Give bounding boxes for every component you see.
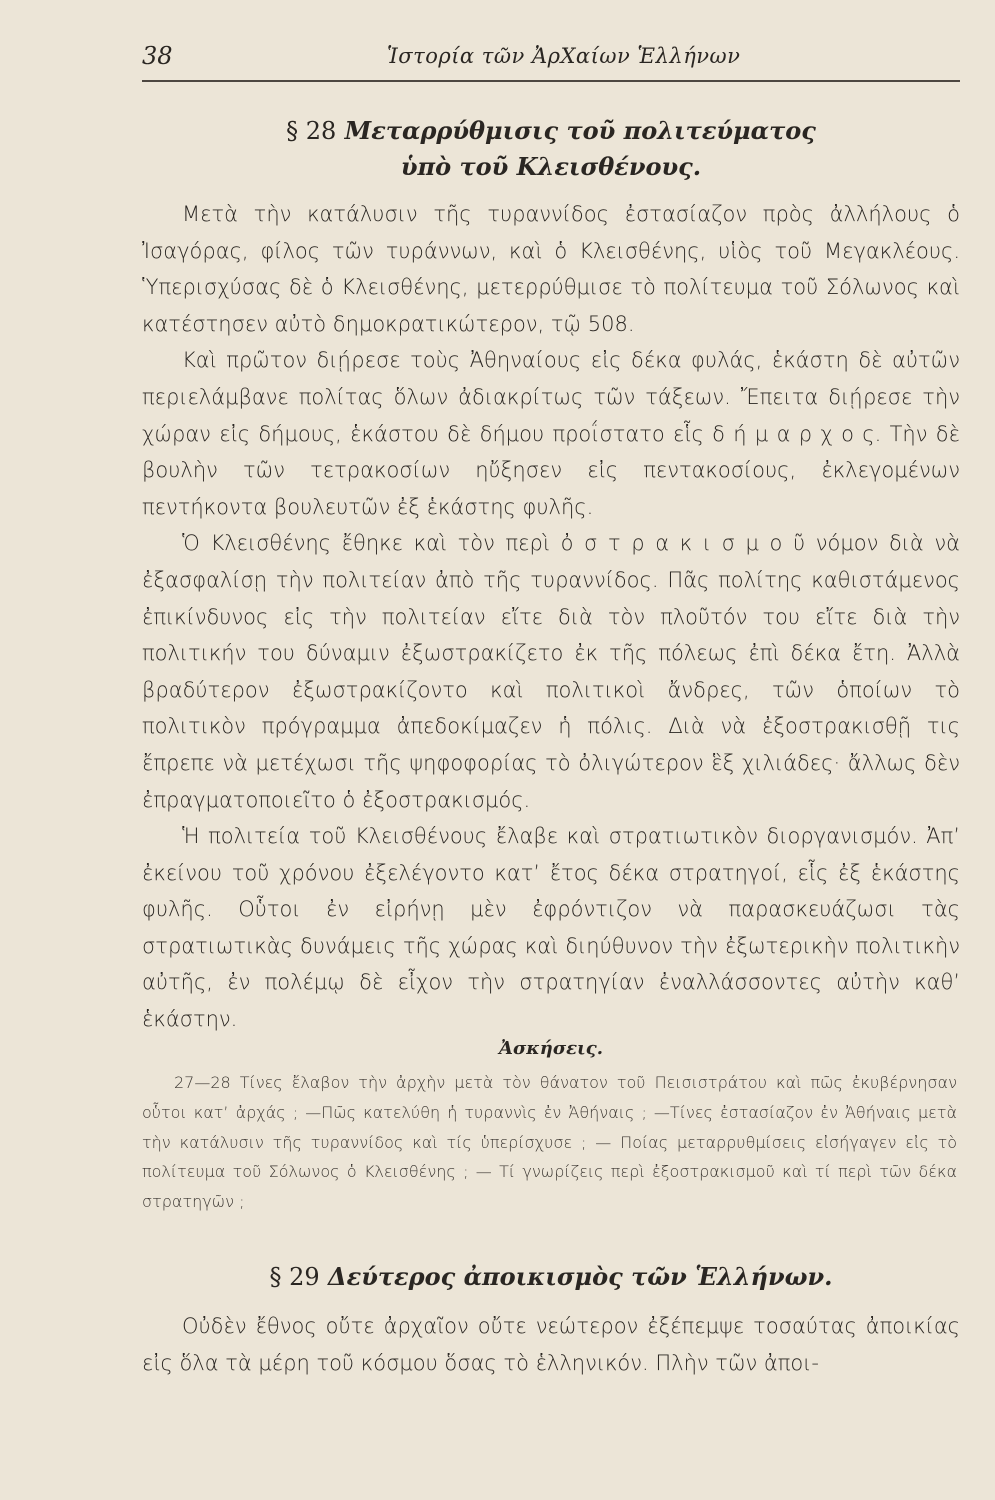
section-29-body [142,1308,960,1381]
section-29-heading [142,1259,960,1295]
paragraph: Οὐδὲν ἔθνος οὔτε ἀρχαῖον οὔτε νεώτερον ἐξέπεμψε τοσαύτας ἀποικίας εἰς ὅλα τὰ μέρη τοῦ κόσμου ὅσας τὸ ἑλληνικόν. Πλὴν τῶν ἀποι- [142,1314,960,1375]
exercises-heading: Ἀσκήσεις. [499,1038,603,1059]
section-28-title-line1: Μεταρρύθμισις τοῦ πολιτεύματος [344,116,816,145]
page-header [142,40,962,80]
running-title: Ἱστορία τῶν ἈρΧαίων Ἑλλήνων [387,44,741,68]
section-29-title: Δεύτερος ἀποικισμὸς τῶν Ἑλλήνων. [328,1262,833,1291]
exercises-paragraph: 27—28 Τίνες ἔλαβον τὴν ἀρχὴν μετὰ τὸν θάνατον τοῦ Πεισιστράτου καὶ πῶς ἐκυβέρνησαν οὗτοι κατ’ ἀρχάς ; —Πῶς κατελύθη ἡ τυραννὶς ἐν Ἀθήναις ; —Τίνες ἐστασίαζον ἐν Ἀθήναις μετὰ τὴν κατάλυσιν τῆς τυραννίδος καὶ τίς ὑπερίσχυσε ; — Ποίας μεταρρυθμίσεις εἰσήγαγεν εἰς τὸ πολίτευμα τοῦ Σόλωνος ὁ Κλεισθένης ; — Τί γνωρίζεις περὶ ἐξοστρακισμοῦ καὶ τί περὶ τῶν δέκα στρατηγῶν ; [142,1073,957,1212]
paragraph: Ὁ Κλεισθένης ἔθηκε καὶ τὸν περὶ ὀ σ τ ρ α κ ι σ μ ο ῦ νόμον διὰ νὰ ἐξασφαλίσῃ τὴν πολιτείαν ἀπὸ τῆς τυραννίδος. Πᾶς πολίτης καθιστάμενος ἐπικίνδυνος εἰς τὴν πολιτείαν εἴτε διὰ τὸν πλοῦτόν του εἴτε διὰ τὴν πολιτικήν του δύναμιν ἐξωστρακίζετο ἐκ τῆς πόλεως ἐπὶ δέκα ἔτη. Ἀλλὰ βραδύτερον ἐξωστρακίζοντο καὶ πολιτικοὶ ἄνδρες, τῶν ὁποίων τὸ πολιτικὸν πρόγραμμα ἀπεδοκίμαζεν ἡ πόλις. Διὰ νὰ ἐξοστρακισθῇ τις ἔπρεπε νὰ μετέχωσι τῆς ψηφοφορίας τὸ ὀλιγώτερον ἓξ χιλιάδες· ἄλλως δὲν ἐπραγματοποιεῖτο ὁ ἐξοστρακισμός. [142,531,960,812]
paragraph: Καὶ πρῶτον διῄρεσε τοὺς Ἀθηναίους εἰς δέκα φυλάς, ἑκάστη δὲ αὐτῶν περιελάμβανε πολίτας ὅλων ἀδιακρίτως τῶν τάξεων. Ἔπειτα διῄρεσε τὴν χώραν εἰς δήμους, ἑκάστου δὲ δήμου προΐστατο εἷς δ ή μ α ρ χ ο ς. Τὴν δὲ βουλὴν τῶν τετρακοσίων ηὔξησεν εἰς πεντακοσίους, ἐκλεγομένων πεντήκοντα βουλευτῶν ἐξ ἑκάστης φυλῆς. [142,348,960,519]
page-number: 38 [142,42,173,70]
exercises-text [142,1068,957,1217]
section-29-number: § 29 [269,1263,320,1291]
section-28-heading [142,113,960,185]
section-28-body [142,196,960,1038]
section-28-number: § 28 [286,117,337,145]
paragraph: Ἡ πολιτεία τοῦ Κλεισθένους ἔλαβε καὶ στρατιωτικὸν διοργανισμόν. Ἀπ’ ἐκείνου τοῦ χρόνου ἐξελέγοντο κατ’ ἔτος δέκα στρατηγοί, εἷς ἐξ ἑκάστης φυλῆς. Οὗτοι ἐν εἰρήνῃ μὲν ἐφρόντιζον νὰ παρασκευάζωσι τὰς στρατιωτικὰς δυνάμεις τῆς χώρας καὶ διηύθυνον τὴν ἐξωτερικὴν πολιτικὴν αὐτῆς, ἐν πολέμῳ δὲ εἶχον τὴν στρατηγίαν ἐναλλάσσοντες αὐτὴν καθ’ ἑκάστην. [142,824,960,1032]
header-rule [142,80,960,82]
section-28-title-line2: ὑπὸ τοῦ Κλεισθένους. [400,152,702,181]
paragraph: Μετὰ τὴν κατάλυσιν τῆς τυραννίδος ἐστασίαζον πρὸς ἀλλήλους ὁ Ἰσαγόρας, φίλος τῶν τυράννων, καὶ ὁ Κλεισθένης, υἱὸς τοῦ Μεγακλέους. Ὑπερισχύσας δὲ ὁ Κλεισθένης, μετερρύθμισε τὸ πολίτευμα τοῦ Σόλωνος καὶ κατέστησεν αὐτὸ δημοκρατικώτερον, τῷ 508. [142,202,960,336]
